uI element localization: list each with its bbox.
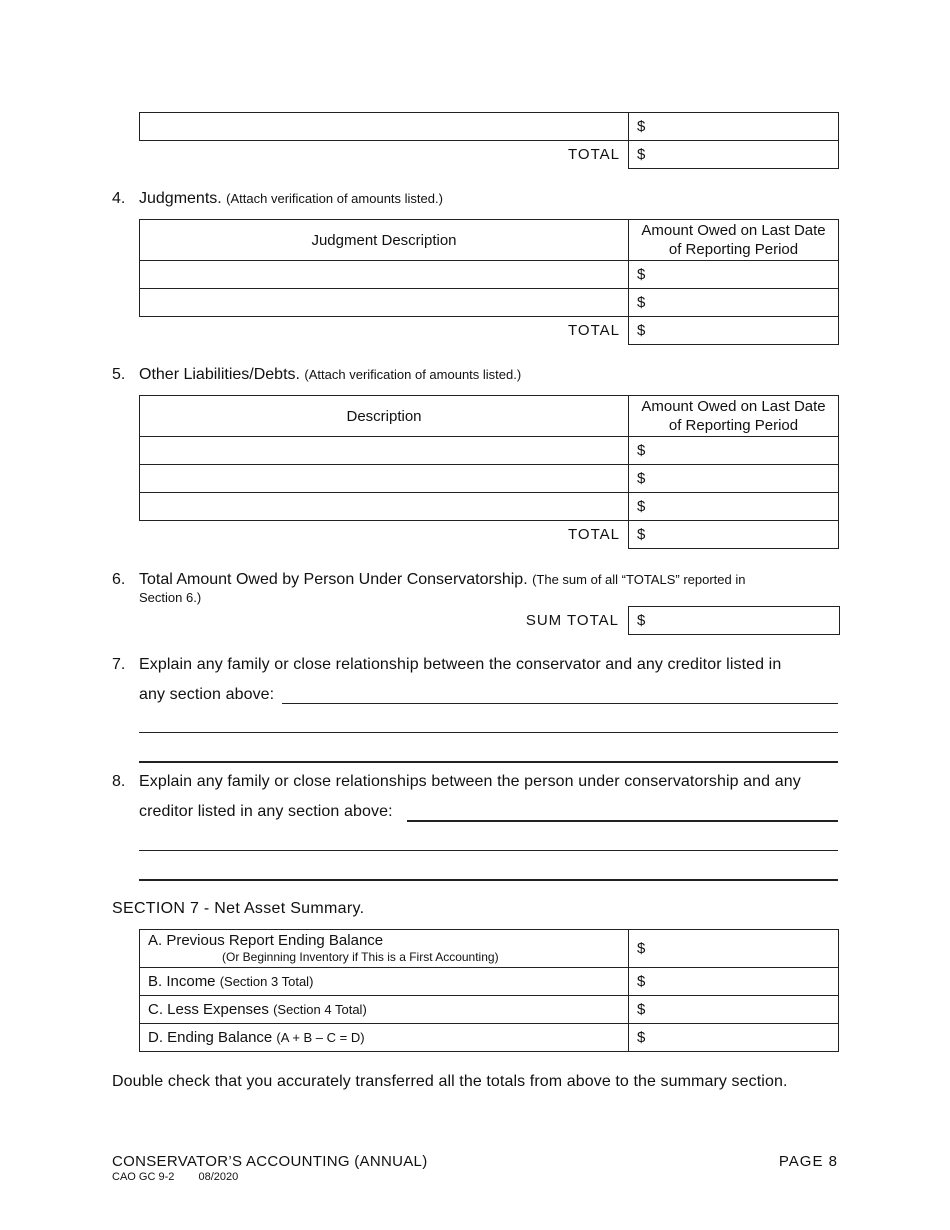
description-cell[interactable] bbox=[140, 493, 629, 521]
amount-cell[interactable]: $ bbox=[629, 113, 839, 141]
summary-amount-cell[interactable]: $ bbox=[629, 968, 839, 996]
section-number: 8. bbox=[112, 773, 126, 790]
description-cell[interactable] bbox=[140, 113, 629, 141]
total-amount-cell[interactable]: $ bbox=[629, 317, 839, 345]
footer-form-code bbox=[112, 1171, 238, 1183]
column-header-description: Judgment Description bbox=[140, 220, 629, 261]
summary-label: A. Previous Report Ending Balance bbox=[148, 931, 384, 949]
section-7-title: SECTION 7 - Net Asset Summary. bbox=[112, 900, 365, 917]
answer-line[interactable] bbox=[282, 703, 838, 704]
total-label: TOTAL bbox=[140, 317, 629, 345]
amount-cell[interactable]: $ bbox=[629, 465, 839, 493]
section-title: Total Amount Owed by Person Under Conservatorship. bbox=[139, 571, 528, 588]
question-8-text-continued: creditor listed in any section above: bbox=[139, 803, 393, 820]
section-title: Judgments. bbox=[139, 190, 222, 207]
answer-line[interactable] bbox=[139, 761, 838, 763]
section-note: (The sum of all “TOTALS” reported in bbox=[532, 572, 746, 587]
column-header-description: Description bbox=[140, 396, 629, 437]
summary-row-d-label bbox=[140, 1024, 629, 1052]
summary-note: (Section 4 Total) bbox=[273, 1002, 367, 1017]
summary-sublabel: (Or Beginning Inventory if This is a First Accounting) bbox=[222, 949, 499, 964]
question-8-text: Explain any family or close relationships between the person under conservatorship and any bbox=[139, 773, 801, 790]
total-label: TOTAL bbox=[140, 141, 629, 169]
top-liability-table bbox=[139, 112, 839, 169]
section-number: 5. bbox=[112, 366, 126, 383]
section-number: 4. bbox=[112, 190, 126, 207]
column-header-amount: Amount Owed on Last Date of Reporting Period bbox=[629, 396, 839, 437]
summary-label: B. Income bbox=[148, 973, 216, 990]
summary-row-b-label bbox=[140, 968, 629, 996]
description-cell[interactable] bbox=[140, 261, 629, 289]
section-note: (Attach verification of amounts listed.) bbox=[304, 367, 522, 382]
page-number: PAGE 8 bbox=[778, 1153, 838, 1170]
amount-cell[interactable]: $ bbox=[629, 493, 839, 521]
total-label: TOTAL bbox=[140, 521, 629, 549]
section-note-continued: Section 6.) bbox=[139, 590, 202, 605]
summary-amount-cell[interactable]: $ bbox=[629, 1024, 839, 1052]
question-7-text: Explain any family or close relationship between the conservator and any creditor listed in bbox=[139, 656, 782, 673]
question-7-text-continued: any section above: bbox=[139, 686, 275, 703]
sum-total-amount-cell[interactable]: $ bbox=[629, 607, 840, 635]
answer-line[interactable] bbox=[139, 879, 838, 881]
net-asset-summary-table bbox=[139, 929, 839, 1052]
total-amount-cell[interactable]: $ bbox=[629, 141, 839, 169]
answer-line[interactable] bbox=[407, 820, 838, 822]
form-date: 08/2020 bbox=[198, 1171, 239, 1183]
section-number: 7. bbox=[112, 656, 126, 673]
other-liabilities-table bbox=[139, 395, 839, 549]
summary-row-c-label bbox=[140, 996, 629, 1024]
sum-total-label: SUM TOTAL bbox=[525, 612, 619, 629]
section-4-heading bbox=[139, 190, 443, 208]
description-cell[interactable] bbox=[140, 437, 629, 465]
summary-row-a-label bbox=[140, 930, 629, 968]
form-code: CAO GC 9-2 bbox=[112, 1171, 175, 1183]
section-5-heading bbox=[139, 366, 521, 384]
section-note: (Attach verification of amounts listed.) bbox=[226, 191, 443, 206]
answer-line[interactable] bbox=[139, 850, 838, 851]
summary-amount-cell[interactable]: $ bbox=[629, 996, 839, 1024]
total-amount-cell[interactable]: $ bbox=[629, 521, 839, 549]
description-cell[interactable] bbox=[140, 289, 629, 317]
column-header-amount: Amount Owed on Last Date of Reporting Period bbox=[629, 220, 839, 261]
footer-form-title: CONSERVATOR’S ACCOUNTING (ANNUAL) bbox=[112, 1153, 428, 1170]
judgments-table bbox=[139, 219, 839, 345]
amount-cell[interactable]: $ bbox=[629, 261, 839, 289]
section-6-heading bbox=[139, 571, 839, 589]
summary-note: (A + B – C = D) bbox=[276, 1030, 365, 1045]
answer-line[interactable] bbox=[139, 732, 838, 733]
description-cell[interactable] bbox=[140, 465, 629, 493]
amount-cell[interactable]: $ bbox=[629, 437, 839, 465]
summary-label: C. Less Expenses bbox=[148, 1001, 269, 1018]
summary-amount-cell[interactable]: $ bbox=[629, 930, 839, 968]
sum-total-table bbox=[628, 606, 840, 635]
reminder-text: Double check that you accurately transferred all the totals from above to the summary section. bbox=[112, 1073, 788, 1090]
summary-note: (Section 3 Total) bbox=[219, 974, 314, 989]
section-number: 6. bbox=[112, 571, 126, 588]
section-title: Other Liabilities/Debts. bbox=[139, 366, 300, 383]
summary-label: D. Ending Balance bbox=[148, 1029, 273, 1046]
amount-cell[interactable]: $ bbox=[629, 289, 839, 317]
